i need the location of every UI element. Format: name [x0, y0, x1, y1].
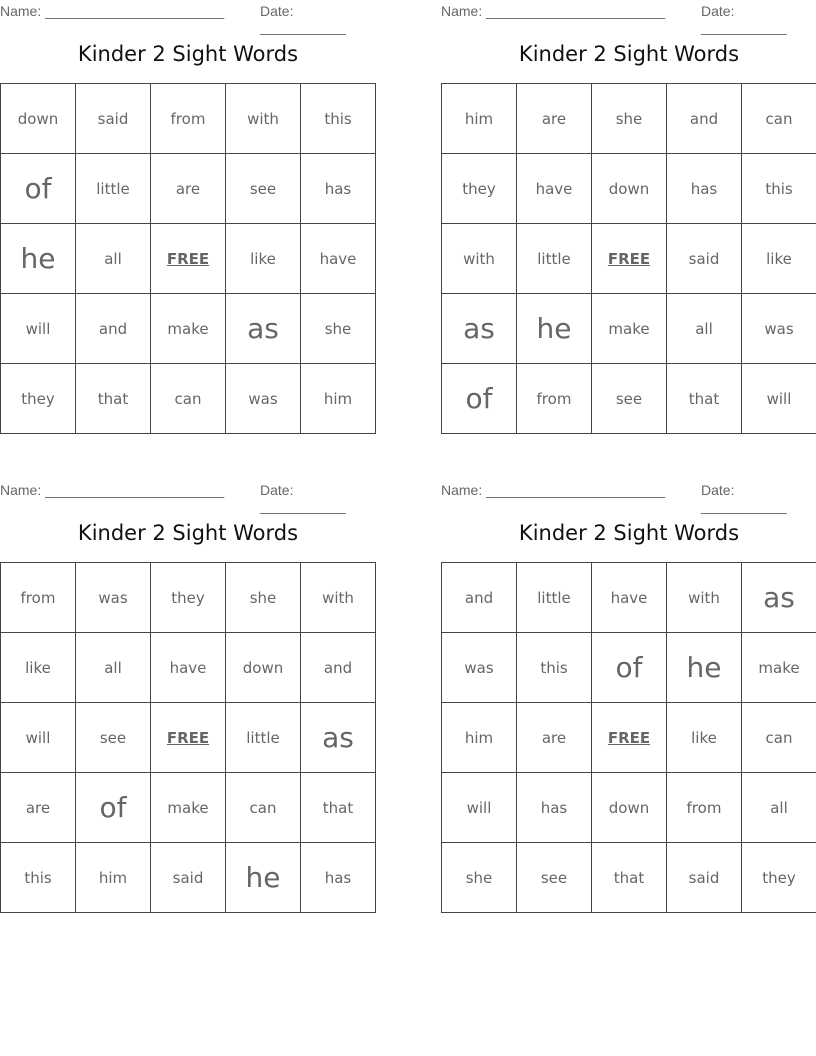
name-field-label: Name: _______________________	[441, 3, 666, 19]
word-cell: from	[1, 563, 76, 633]
word-cell: this	[301, 84, 376, 154]
word-cell: see	[76, 703, 151, 773]
grid-row	[442, 224, 816, 294]
word-cell: as	[742, 563, 816, 633]
word-cell: as	[226, 294, 301, 364]
date-field-label: Date: ___________	[701, 482, 787, 514]
word-cell: has	[517, 773, 592, 843]
grid-row	[1, 364, 376, 434]
word-cell: from	[151, 84, 226, 154]
free-space-cell: FREE	[151, 224, 226, 294]
word-cell: has	[301, 154, 376, 224]
word-cell: will	[742, 364, 816, 434]
word-cell: was	[76, 563, 151, 633]
word-cell: make	[151, 294, 226, 364]
word-cell: said	[151, 843, 226, 913]
bingo-card	[441, 479, 816, 915]
bingo-card	[441, 0, 816, 436]
word-cell: with	[667, 563, 742, 633]
name-date-line	[441, 479, 816, 514]
word-cell: with	[442, 224, 517, 294]
word-cell: she	[301, 294, 376, 364]
word-cell: has	[667, 154, 742, 224]
word-cell: as	[442, 294, 517, 364]
word-cell: that	[76, 364, 151, 434]
word-cell: all	[76, 224, 151, 294]
word-cell: with	[226, 84, 301, 154]
word-cell: have	[301, 224, 376, 294]
word-cell: little	[517, 224, 592, 294]
word-cell: has	[301, 843, 376, 913]
card-title: Kinder 2 Sight Words	[518, 521, 740, 545]
word-cell: little	[76, 154, 151, 224]
date-field-label: Date: ___________	[701, 3, 787, 35]
word-cell: he	[667, 633, 742, 703]
grid-row	[1, 703, 376, 773]
word-cell: said	[76, 84, 151, 154]
grid-row	[1, 633, 376, 703]
word-cell: have	[151, 633, 226, 703]
word-cell: have	[517, 154, 592, 224]
word-cell: of	[592, 633, 667, 703]
word-cell: will	[1, 703, 76, 773]
word-cell: have	[592, 563, 667, 633]
word-cell: they	[442, 154, 517, 224]
word-cell: he	[1, 224, 76, 294]
word-cell: and	[301, 633, 376, 703]
name-field-label: Name: _______________________	[0, 3, 225, 19]
bingo-card	[0, 479, 376, 915]
bingo-card	[0, 0, 376, 436]
word-cell: little	[226, 703, 301, 773]
word-cell: see	[226, 154, 301, 224]
word-cell: he	[517, 294, 592, 364]
word-cell: will	[1, 294, 76, 364]
grid-row	[1, 563, 376, 633]
word-cell: she	[442, 843, 517, 913]
word-cell: this	[517, 633, 592, 703]
word-cell: like	[226, 224, 301, 294]
free-space-cell: FREE	[592, 703, 667, 773]
free-space-cell: FREE	[592, 224, 667, 294]
word-cell: are	[517, 703, 592, 773]
grid-row	[442, 294, 816, 364]
date-field-label: Date: ___________	[260, 3, 346, 35]
word-cell: can	[151, 364, 226, 434]
card-title: Kinder 2 Sight Words	[77, 42, 299, 66]
bingo-grid	[441, 83, 816, 434]
free-space-cell: FREE	[151, 703, 226, 773]
word-cell: and	[442, 563, 517, 633]
grid-row	[1, 224, 376, 294]
word-cell: him	[301, 364, 376, 434]
word-cell: said	[667, 224, 742, 294]
grid-row	[442, 633, 816, 703]
word-cell: she	[592, 84, 667, 154]
word-cell: little	[517, 563, 592, 633]
name-date-line	[0, 0, 376, 35]
word-cell: are	[1, 773, 76, 843]
word-cell: they	[151, 563, 226, 633]
word-cell: can	[742, 703, 816, 773]
grid-row	[442, 154, 816, 224]
word-cell: was	[442, 633, 517, 703]
grid-row	[442, 563, 816, 633]
grid-row	[442, 84, 816, 154]
word-cell: she	[226, 563, 301, 633]
word-cell: of	[1, 154, 76, 224]
word-cell: that	[667, 364, 742, 434]
bingo-grid	[0, 83, 376, 434]
word-cell: all	[76, 633, 151, 703]
bingo-grid	[0, 562, 376, 913]
word-cell: said	[667, 843, 742, 913]
word-cell: make	[742, 633, 816, 703]
grid-row	[442, 703, 816, 773]
grid-row	[1, 84, 376, 154]
word-cell: like	[1, 633, 76, 703]
word-cell: make	[592, 294, 667, 364]
word-cell: down	[226, 633, 301, 703]
word-cell: down	[1, 84, 76, 154]
word-cell: like	[742, 224, 816, 294]
word-cell: all	[742, 773, 816, 843]
word-cell: was	[226, 364, 301, 434]
word-cell: that	[592, 843, 667, 913]
word-cell: of	[76, 773, 151, 843]
word-cell: down	[592, 154, 667, 224]
word-cell: see	[592, 364, 667, 434]
word-cell: as	[301, 703, 376, 773]
word-cell: can	[226, 773, 301, 843]
word-cell: him	[442, 84, 517, 154]
grid-row	[1, 294, 376, 364]
word-cell: make	[151, 773, 226, 843]
grid-row	[1, 773, 376, 843]
grid-row	[442, 843, 816, 913]
word-cell: him	[442, 703, 517, 773]
grid-row	[1, 154, 376, 224]
grid-row	[442, 773, 816, 843]
word-cell: all	[667, 294, 742, 364]
name-date-line	[0, 479, 376, 514]
word-cell: are	[151, 154, 226, 224]
word-cell: of	[442, 364, 517, 434]
name-field-label: Name: _______________________	[0, 482, 225, 498]
word-cell: this	[1, 843, 76, 913]
name-field-label: Name: _______________________	[441, 482, 666, 498]
name-date-line	[441, 0, 816, 35]
word-cell: see	[517, 843, 592, 913]
word-cell: and	[76, 294, 151, 364]
word-cell: was	[742, 294, 816, 364]
word-cell: are	[517, 84, 592, 154]
word-cell: and	[667, 84, 742, 154]
card-title: Kinder 2 Sight Words	[518, 42, 740, 66]
date-field-label: Date: ___________	[260, 482, 346, 514]
word-cell: they	[742, 843, 816, 913]
word-cell: from	[517, 364, 592, 434]
word-cell: he	[226, 843, 301, 913]
bingo-grid	[441, 562, 816, 913]
word-cell: will	[442, 773, 517, 843]
word-cell: him	[76, 843, 151, 913]
word-cell: like	[667, 703, 742, 773]
word-cell: from	[667, 773, 742, 843]
word-cell: can	[742, 84, 816, 154]
grid-row	[442, 364, 816, 434]
word-cell: they	[1, 364, 76, 434]
word-cell: down	[592, 773, 667, 843]
word-cell: with	[301, 563, 376, 633]
card-title: Kinder 2 Sight Words	[77, 521, 299, 545]
word-cell: this	[742, 154, 816, 224]
word-cell: that	[301, 773, 376, 843]
grid-row	[1, 843, 376, 913]
